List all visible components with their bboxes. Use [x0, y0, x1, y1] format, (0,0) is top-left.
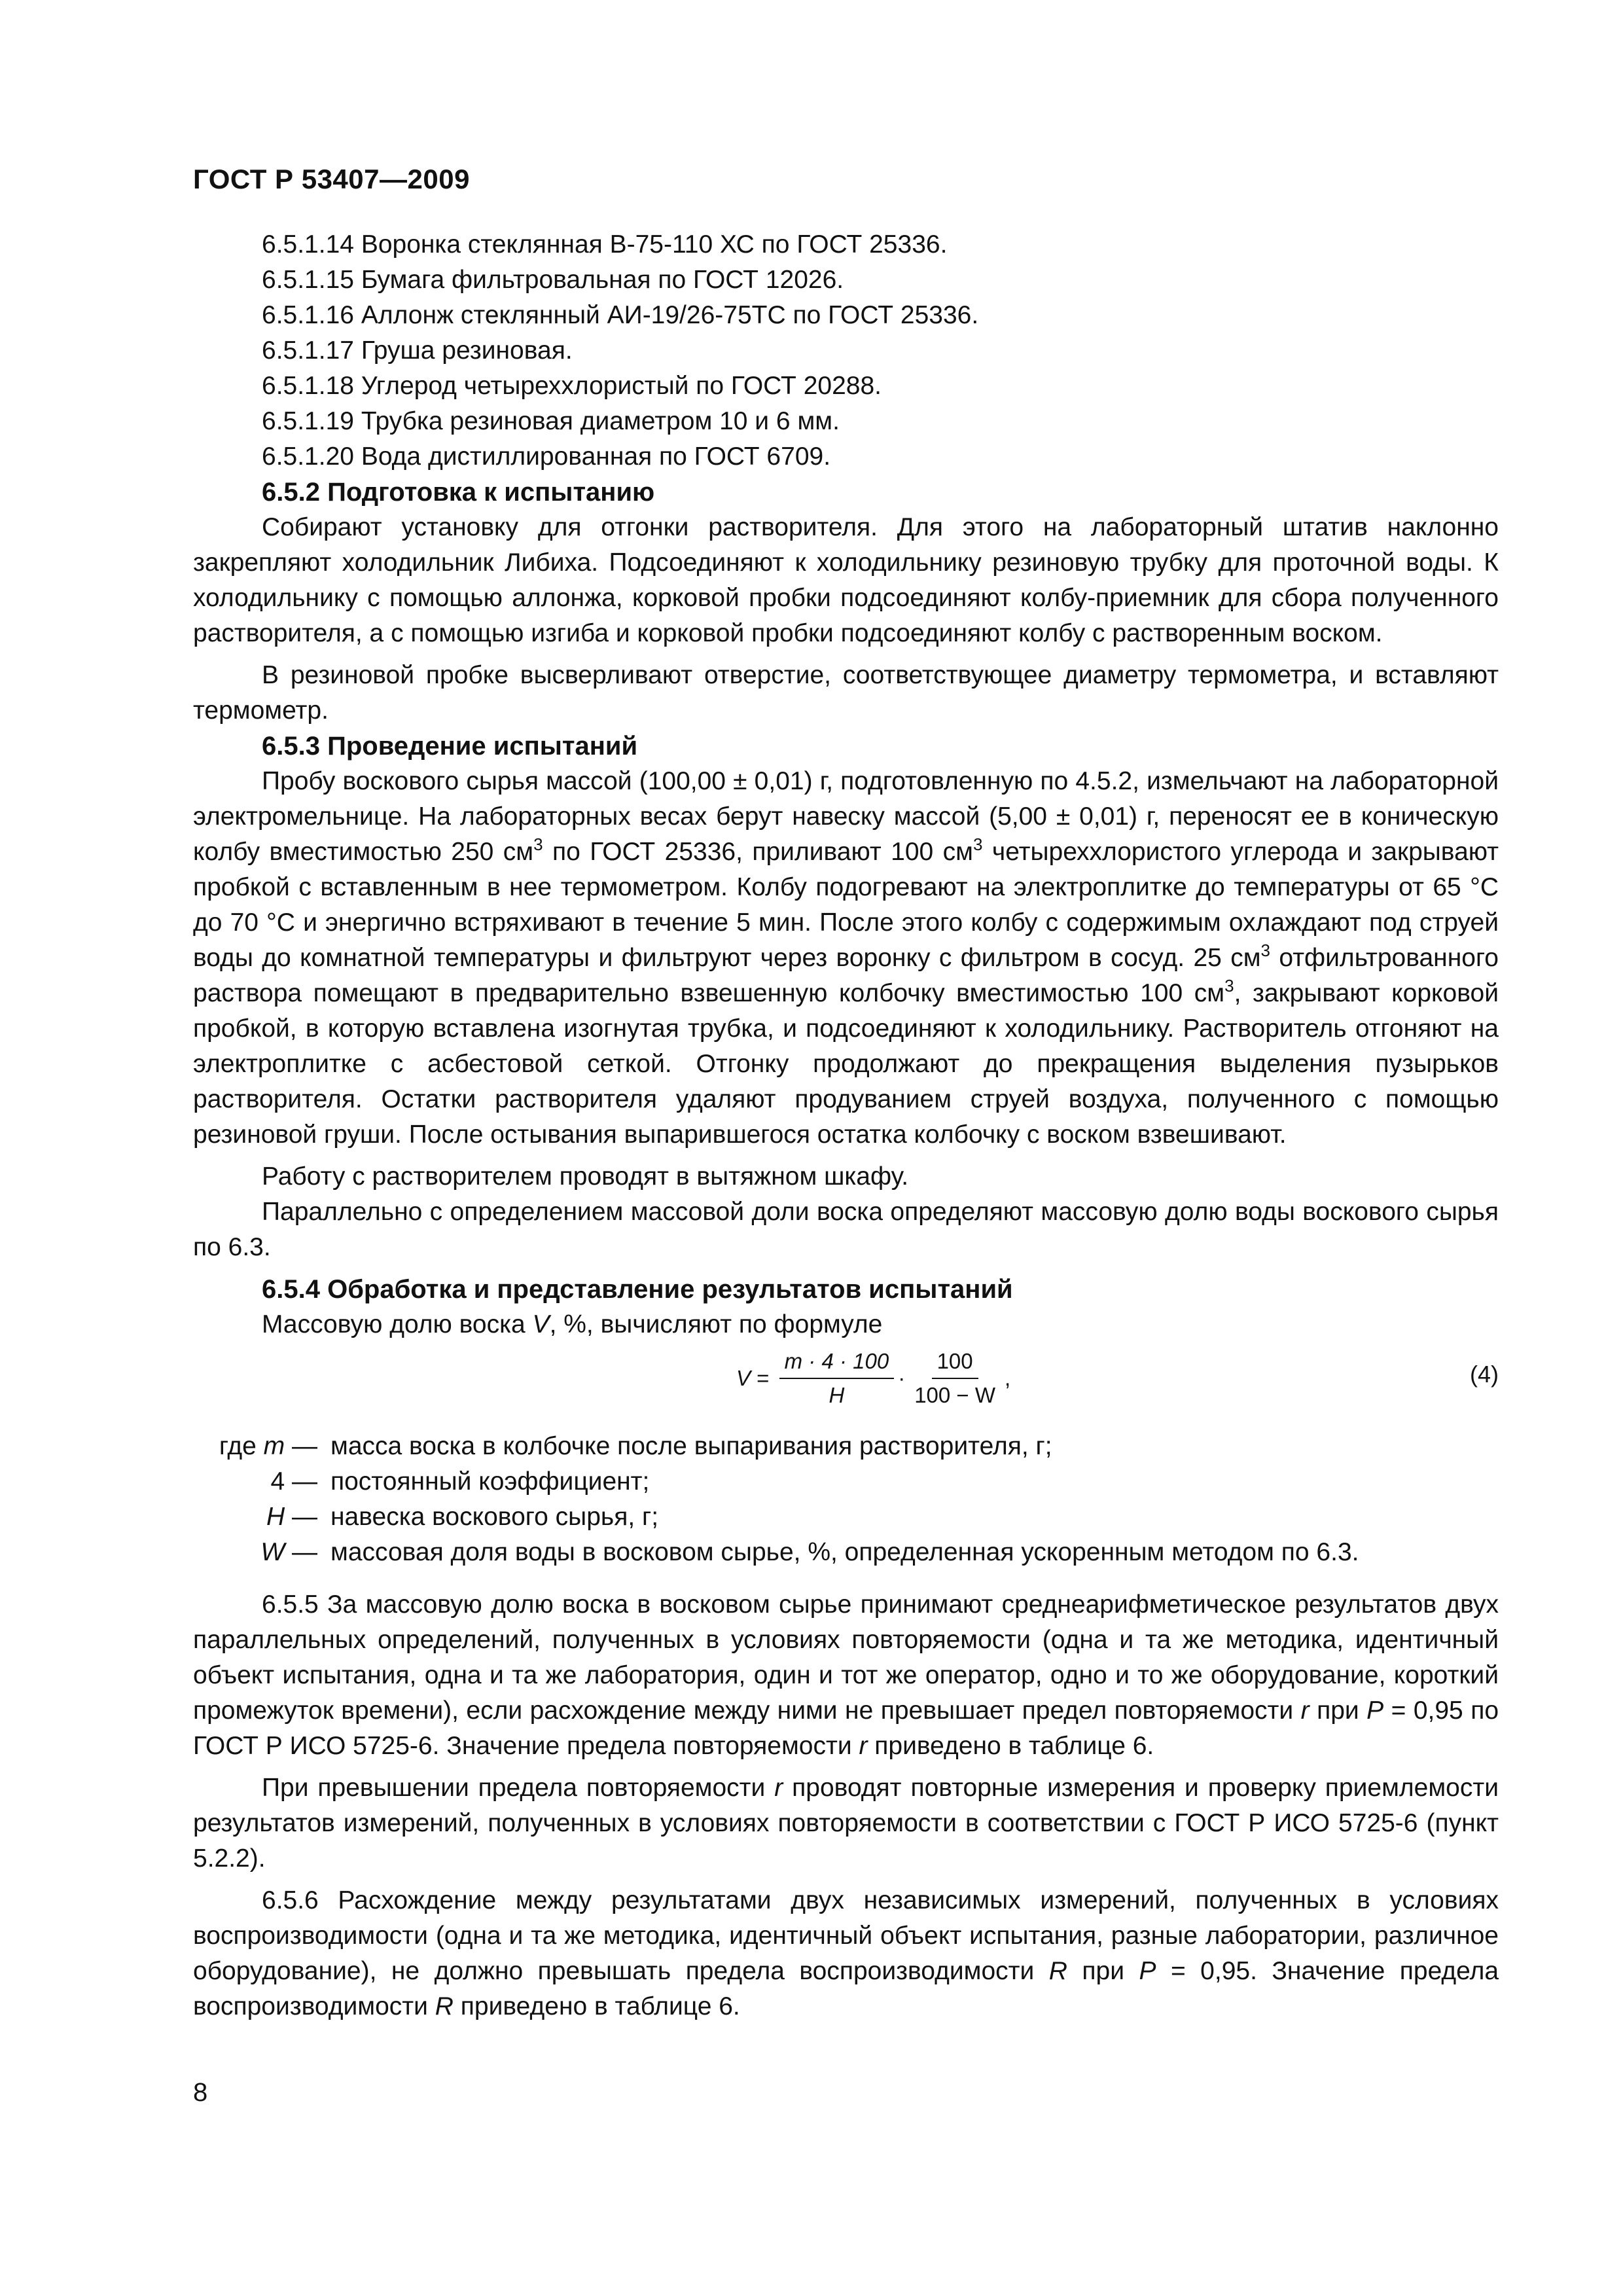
- fraction-2: $\frac{100}{100 - W}$: [909, 1346, 1001, 1410]
- equipment-list: [193, 227, 1499, 475]
- list-item: 6.5.1.19 Трубка резиновая диаметром 10 и 6 мм.: [262, 407, 840, 435]
- paragraph: При превышении предела повторяемости r проводят повторные измерения и проверку приемлемости результатов измерений, полученных в условиях повторяемости в соответствии с ГОСТ Р ИСО 5725-6 (пункт 5.2.2).: [193, 1774, 1499, 1873]
- paragraph: В резиновой пробке высверливают отверстие, соответствующее диаметру термометра, и вставляют термометр.: [193, 661, 1499, 725]
- list-item: 6.5.1.17 Груша резиновая.: [262, 336, 573, 365]
- section-heading-6-5-4: 6.5.4 Обработка и представление результатов испытаний: [262, 1275, 1013, 1304]
- document-body: [193, 227, 1499, 2024]
- formula: V = $\frac{m \cdot 4 \cdot 100}{H}$ · $\frac{100}{100 - W}$ ,: [736, 1346, 1010, 1410]
- legend-item: H — навеска воскового сырья, г;: [266, 1503, 659, 1531]
- fraction-1: $\frac{m \cdot 4 \cdot 100}{H}$: [779, 1346, 895, 1410]
- section-heading-6-5-2: 6.5.2 Подготовка к испытанию: [262, 478, 655, 507]
- legend-item: W — массовая доля воды в восковом сырье, %, определенная ускоренным методом по 6.3.: [260, 1538, 1359, 1566]
- legend-item: 4 — постоянный коэффициент;: [270, 1467, 650, 1496]
- formula-number: (4): [1470, 1361, 1499, 1388]
- paragraph: Работу с растворителем проводят в вытяжном шкафу.: [262, 1162, 909, 1191]
- section-heading-6-5-3: 6.5.3 Проведение испытаний: [262, 732, 638, 761]
- document-header: ГОСТ Р 53407—2009: [193, 164, 470, 194]
- page-number: 8: [193, 2078, 208, 2107]
- list-item: 6.5.1.16 Аллонж стеклянный АИ-19/26-75ТС по ГОСТ 25336.: [262, 301, 979, 329]
- list-item: 6.5.1.20 Вода дистиллированная по ГОСТ 6709.: [262, 442, 831, 471]
- formula-legend: [193, 1429, 1499, 1570]
- paragraph: Массовую долю воска V, %, вычисляют по формуле: [262, 1310, 883, 1338]
- paragraph: Параллельно с определением массовой доли воска определяют массовую долю воды воскового сырья по 6.3.: [193, 1198, 1499, 1261]
- formula-block: [193, 1342, 1499, 1420]
- paragraph: Пробу воскового сырья массой (100,00 ± 0,01) г, подготовленную по 4.5.2, измельчают на лабораторной электромельнице. На лабораторных весах берут навеску массой (5,00 ± 0,01) г, переносят ее в коническую колбу вместимостью 250 $см^3$ по ГОСТ 25336, приливают 100 $см^3$ четыреххлористого углерода и закрывают пробкой с вставленным в нее термометром. Колбу подогревают на электроплитке до температуры от 65 °С до 70 °С и энергично встряхивают в течение 5 мин. После этого колбу с содержимым охлаждают под струей воды до комнатной температуры и фильтруют через воронку с фильтром в сосуд. 25 $см^3$ отфильтрованного раствора помещают в предварительно взвешенную колбочку вместимостью 100 $см^3$, закрывают корковой пробкой, в которую вставлена изогнутая трубка, и подсоединяют к холодильнику. Растворитель отгоняют на электроплитке с асбестовой сеткой. Отгонку продолжают до прекращения выделения пузырьков растворителя. Остатки растворителя удаляют продуванием струей воздуха, полученного с помощью резиновой груши. После остывания выпарившегося остатка колбочку с воском взвешивают.: [193, 767, 1499, 1149]
- paragraph-6-5-6: 6.5.6 Расхождение между результатами двух независимых измерений, полученных в условиях воспроизводимости (одна и та же методика, идентичный объект испытания, разные лаборатории, различное оборудование), не должно превышать предела воспроизводимости R при P = 0,95. Значение предела воспроизводимости R приведено в таблице 6.: [193, 1886, 1499, 2020]
- list-item: 6.5.1.18 Углерод четыреххлористый по ГОСТ 20288.: [262, 372, 882, 400]
- legend-item: где m — масса воска в колбочке после выпаривания растворителя, г;: [219, 1432, 1052, 1460]
- list-item: 6.5.1.14 Воронка стеклянная В-75-110 ХС по ГОСТ 25336.: [262, 230, 948, 259]
- paragraph: Собирают установку для отгонки растворителя. Для этого на лабораторный штатив наклонно закрепляют холодильник Либиха. Подсоединяют к холодильнику резиновую трубку для проточной воды. К холодильнику с помощью аллонжа, корковой пробки подсоединяют колбу-приемник для сбора полученного растворителя, а с помощью изгиба и корковой пробки подсоединяют колбу с растворенным воском.: [193, 513, 1499, 647]
- list-item: 6.5.1.15 Бумага фильтровальная по ГОСТ 12026.: [262, 266, 844, 294]
- paragraph-6-5-5: 6.5.5 За массовую долю воска в восковом сырье принимают среднеарифметическое результатов двух параллельных определений, полученных в условиях повторяемости (одна и та же методика, идентичный объект испытания, одна и та же лаборатория, один и тот же оператор, одно и то же оборудование, короткий промежуток времени), если расхождение между ними не превышает предел повторяемости r при P = 0,95 по ГОСТ Р ИСО 5725-6. Значение предела повторяемости r приведено в таблице 6.: [193, 1590, 1499, 1760]
